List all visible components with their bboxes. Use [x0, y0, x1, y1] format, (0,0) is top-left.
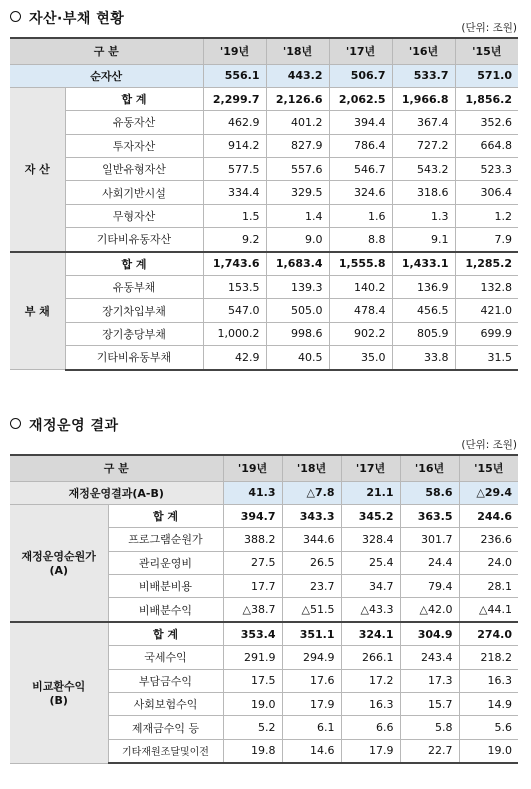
- value-cell: 2,299.7: [203, 87, 266, 110]
- value-cell: 556.1: [203, 64, 266, 87]
- value-cell: 786.4: [329, 134, 392, 157]
- value-cell: 1,555.8: [329, 252, 392, 276]
- row-label: 장기차입부채: [65, 299, 203, 322]
- value-cell: 727.2: [392, 134, 455, 157]
- section-title-assets: [10, 8, 124, 28]
- value-cell: 153.5: [203, 276, 266, 299]
- value-cell: 367.4: [392, 111, 455, 134]
- value-cell: 17.5: [223, 669, 282, 692]
- value-cell: 304.9: [400, 622, 459, 646]
- value-cell: 401.2: [266, 111, 329, 134]
- group-label-line: 비교환수익: [32, 680, 86, 694]
- row-label: 순자산: [10, 64, 203, 87]
- value-cell: 16.3: [341, 693, 400, 716]
- table-row: [10, 299, 518, 322]
- row-label: 무형자산: [65, 204, 203, 227]
- value-cell: 329.5: [266, 181, 329, 204]
- value-cell: 571.0: [455, 64, 518, 87]
- value-cell: △51.5: [282, 598, 341, 622]
- value-cell: 26.5: [282, 551, 341, 574]
- value-cell: 9.0: [266, 228, 329, 252]
- value-cell: 25.4: [341, 551, 400, 574]
- value-cell: 140.2: [329, 276, 392, 299]
- table-row: [10, 134, 518, 157]
- value-cell: 236.6: [459, 528, 518, 551]
- row-label: 일반유형자산: [65, 158, 203, 181]
- value-cell: 34.7: [341, 575, 400, 598]
- value-cell: 274.0: [459, 622, 518, 646]
- value-cell: 306.4: [455, 181, 518, 204]
- section-title-text: 자산·부채 현황: [29, 11, 125, 27]
- value-cell: 1,856.2: [455, 87, 518, 110]
- value-cell: 17.2: [341, 669, 400, 692]
- value-cell: 58.6: [400, 481, 459, 504]
- value-cell: 17.6: [282, 669, 341, 692]
- row-label: 사회보험수익: [108, 693, 223, 716]
- header-cell: '19년: [223, 455, 282, 481]
- value-cell: 1.4: [266, 204, 329, 227]
- value-cell: 1,433.1: [392, 252, 455, 276]
- value-cell: 16.3: [459, 669, 518, 692]
- value-cell: 827.9: [266, 134, 329, 157]
- row-label: 기타비유동부채: [65, 346, 203, 370]
- value-cell: △7.8: [282, 481, 341, 504]
- table-row: [10, 346, 518, 370]
- value-cell: 27.5: [223, 551, 282, 574]
- header-cell: '15년: [459, 455, 518, 481]
- value-cell: 301.7: [400, 528, 459, 551]
- value-cell: 19.0: [223, 693, 282, 716]
- table-header-row: [10, 38, 518, 64]
- value-cell: 334.4: [203, 181, 266, 204]
- value-cell: 388.2: [223, 528, 282, 551]
- value-cell: 14.9: [459, 693, 518, 716]
- group-label-liabilities: 부 채: [10, 252, 65, 370]
- row-label: 유동자산: [65, 111, 203, 134]
- header-cell: '19년: [203, 38, 266, 64]
- table-row: [10, 181, 518, 204]
- value-cell: 8.8: [329, 228, 392, 252]
- value-cell: 345.2: [341, 504, 400, 527]
- section-title-operations: [10, 415, 119, 435]
- row-label: 유동부채: [65, 276, 203, 299]
- value-cell: △42.0: [400, 598, 459, 622]
- group-label-line: (B): [49, 694, 68, 708]
- value-cell: 506.7: [329, 64, 392, 87]
- group-label-revenue: [10, 622, 108, 763]
- result-row: [10, 481, 518, 504]
- assets-liabilities-table: [10, 37, 518, 371]
- unit-label: (단위: 조원): [461, 22, 517, 34]
- table-row: [10, 228, 518, 252]
- value-cell: 1,683.4: [266, 252, 329, 276]
- table-row: [10, 504, 518, 527]
- value-cell: △43.3: [341, 598, 400, 622]
- value-cell: 351.1: [282, 622, 341, 646]
- value-cell: 363.5: [400, 504, 459, 527]
- group-label-line: (A): [49, 564, 69, 578]
- value-cell: 352.6: [455, 111, 518, 134]
- section-title-text: 재정운영 결과: [29, 418, 119, 434]
- value-cell: 22.7: [400, 739, 459, 763]
- value-cell: 9.2: [203, 228, 266, 252]
- value-cell: △38.7: [223, 598, 282, 622]
- circle-bullet-icon: [10, 418, 21, 429]
- header-cell: '17년: [329, 38, 392, 64]
- row-label: 투자자산: [65, 134, 203, 157]
- table-row: [10, 252, 518, 276]
- header-cell: 구 분: [10, 38, 203, 64]
- value-cell: 443.2: [266, 64, 329, 87]
- value-cell: 5.8: [400, 716, 459, 739]
- group-label-cost: [10, 504, 108, 621]
- value-cell: 6.6: [341, 716, 400, 739]
- value-cell: 805.9: [392, 322, 455, 345]
- value-cell: 577.5: [203, 158, 266, 181]
- value-cell: 28.1: [459, 575, 518, 598]
- value-cell: 139.3: [266, 276, 329, 299]
- value-cell: 1,285.2: [455, 252, 518, 276]
- value-cell: 35.0: [329, 346, 392, 370]
- row-label: 합 계: [108, 504, 223, 527]
- value-cell: 394.7: [223, 504, 282, 527]
- value-cell: 2,062.5: [329, 87, 392, 110]
- value-cell: 998.6: [266, 322, 329, 345]
- value-cell: 14.6: [282, 739, 341, 763]
- value-cell: 291.9: [223, 646, 282, 669]
- value-cell: 318.6: [392, 181, 455, 204]
- value-cell: 2,126.6: [266, 87, 329, 110]
- value-cell: 353.4: [223, 622, 282, 646]
- row-label: 합 계: [65, 87, 203, 110]
- table-row: [10, 111, 518, 134]
- row-label: 국세수익: [108, 646, 223, 669]
- value-cell: 19.8: [223, 739, 282, 763]
- table-row: [10, 158, 518, 181]
- value-cell: 42.9: [203, 346, 266, 370]
- value-cell: 664.8: [455, 134, 518, 157]
- value-cell: 24.0: [459, 551, 518, 574]
- value-cell: 17.3: [400, 669, 459, 692]
- value-cell: △29.4: [459, 481, 518, 504]
- table-row: [10, 87, 518, 110]
- table-row: [10, 322, 518, 345]
- operations-result-table: [10, 454, 518, 764]
- value-cell: 914.2: [203, 134, 266, 157]
- value-cell: 462.9: [203, 111, 266, 134]
- value-cell: 1,743.6: [203, 252, 266, 276]
- row-label: 프로그램순원가: [108, 528, 223, 551]
- value-cell: 1.6: [329, 204, 392, 227]
- value-cell: 24.4: [400, 551, 459, 574]
- header-cell: '18년: [282, 455, 341, 481]
- row-label: 관리운영비: [108, 551, 223, 574]
- value-cell: 505.0: [266, 299, 329, 322]
- row-label: 부담금수익: [108, 669, 223, 692]
- header-cell: '15년: [455, 38, 518, 64]
- value-cell: 5.6: [459, 716, 518, 739]
- value-cell: 19.0: [459, 739, 518, 763]
- table-row: [10, 622, 518, 646]
- row-label: 장기충당부채: [65, 322, 203, 345]
- value-cell: 1.5: [203, 204, 266, 227]
- value-cell: △44.1: [459, 598, 518, 622]
- value-cell: 266.1: [341, 646, 400, 669]
- value-cell: 902.2: [329, 322, 392, 345]
- value-cell: 344.6: [282, 528, 341, 551]
- value-cell: 456.5: [392, 299, 455, 322]
- value-cell: 699.9: [455, 322, 518, 345]
- value-cell: 523.3: [455, 158, 518, 181]
- table-header-row: [10, 455, 518, 481]
- value-cell: 7.9: [455, 228, 518, 252]
- table-row: [10, 276, 518, 299]
- row-label: 합 계: [108, 622, 223, 646]
- value-cell: 343.3: [282, 504, 341, 527]
- value-cell: 136.9: [392, 276, 455, 299]
- value-cell: 324.6: [329, 181, 392, 204]
- value-cell: 294.9: [282, 646, 341, 669]
- value-cell: 17.7: [223, 575, 282, 598]
- value-cell: 9.1: [392, 228, 455, 252]
- value-cell: 546.7: [329, 158, 392, 181]
- group-label-line: 재정운영순원가: [21, 550, 96, 564]
- row-label: 기타비유동자산: [65, 228, 203, 252]
- value-cell: 17.9: [282, 693, 341, 716]
- net-assets-row: [10, 64, 518, 87]
- header-cell: '16년: [400, 455, 459, 481]
- value-cell: 1.3: [392, 204, 455, 227]
- row-label: 기타재원조달및이전: [108, 739, 223, 763]
- row-label: 비배분수익: [108, 598, 223, 622]
- value-cell: 132.8: [455, 276, 518, 299]
- value-cell: 15.7: [400, 693, 459, 716]
- value-cell: 40.5: [266, 346, 329, 370]
- group-label-assets: 자 산: [10, 87, 65, 251]
- value-cell: 324.1: [341, 622, 400, 646]
- value-cell: 21.1: [341, 481, 400, 504]
- row-label: 제재금수익 등: [108, 716, 223, 739]
- circle-bullet-icon: [10, 11, 21, 22]
- value-cell: 23.7: [282, 575, 341, 598]
- value-cell: 543.2: [392, 158, 455, 181]
- row-label: 비배분비용: [108, 575, 223, 598]
- value-cell: 243.4: [400, 646, 459, 669]
- value-cell: 31.5: [455, 346, 518, 370]
- value-cell: 533.7: [392, 64, 455, 87]
- value-cell: 1,000.2: [203, 322, 266, 345]
- value-cell: 394.4: [329, 111, 392, 134]
- value-cell: 79.4: [400, 575, 459, 598]
- header-cell: '18년: [266, 38, 329, 64]
- value-cell: 218.2: [459, 646, 518, 669]
- table-row: [10, 204, 518, 227]
- value-cell: 421.0: [455, 299, 518, 322]
- value-cell: 1.2: [455, 204, 518, 227]
- value-cell: 328.4: [341, 528, 400, 551]
- row-label: 재정운영결과(A-B): [10, 481, 223, 504]
- row-label: 합 계: [65, 252, 203, 276]
- unit-label: (단위: 조원): [461, 439, 517, 451]
- value-cell: 478.4: [329, 299, 392, 322]
- value-cell: 17.9: [341, 739, 400, 763]
- row-label: 사회기반시설: [65, 181, 203, 204]
- value-cell: 1,966.8: [392, 87, 455, 110]
- value-cell: 33.8: [392, 346, 455, 370]
- value-cell: 5.2: [223, 716, 282, 739]
- value-cell: 557.6: [266, 158, 329, 181]
- value-cell: 547.0: [203, 299, 266, 322]
- header-cell: '16년: [392, 38, 455, 64]
- header-cell: 구 분: [10, 455, 223, 481]
- value-cell: 6.1: [282, 716, 341, 739]
- header-cell: '17년: [341, 455, 400, 481]
- value-cell: 41.3: [223, 481, 282, 504]
- value-cell: 244.6: [459, 504, 518, 527]
